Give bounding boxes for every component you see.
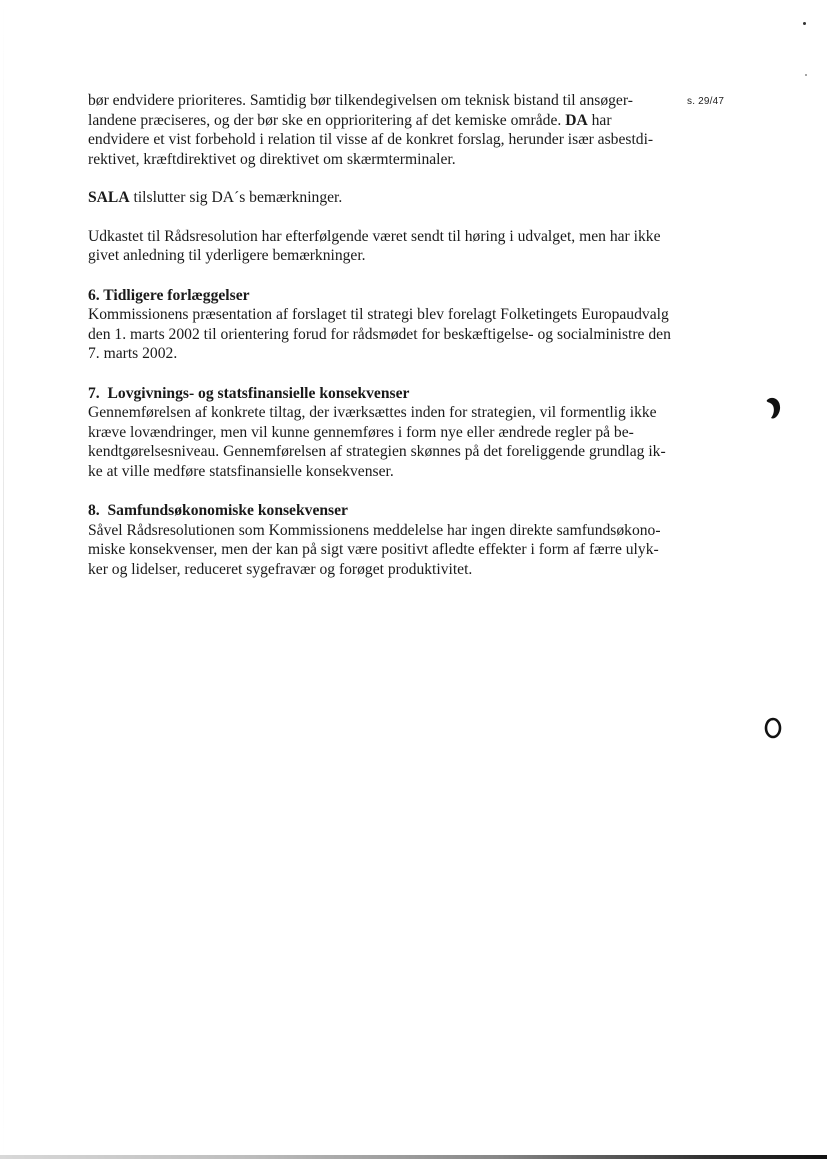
text-line: miske konsekvenser, men der kan på sigt være positivt afledte effekter i form af færre ulyk-	[88, 541, 659, 558]
text-line: Såvel Rådsresolutionen som Kommissionens meddelelse har ingen direkte samfundsøkono-	[88, 521, 661, 539]
text-line: kræve lovændringer, men vil kunne gennemføres i form nye eller ændrede regler på be-	[88, 423, 634, 441]
text-line	[88, 111, 712, 131]
text-line: rektivet, kræftdirektivet og direktivet om skærmterminaler.	[88, 150, 456, 168]
sala-paragraph	[88, 188, 712, 208]
section-heading: 8. Samfundsøkonomiske konsekvenser	[88, 502, 348, 519]
scan-bottom-edge	[0, 1155, 827, 1159]
text-fragment: har	[591, 111, 612, 129]
text-line: givet anledning til yderligere bemærkninger.	[88, 247, 366, 264]
punch-hole-mark	[764, 716, 782, 740]
section-paragraph	[88, 305, 712, 364]
section-6	[88, 286, 712, 364]
section-heading: 7. Lovgivnings- og statsfinansielle konsekvenser	[88, 384, 410, 402]
consultation-paragraph	[88, 227, 712, 266]
text-line	[88, 188, 712, 208]
section-paragraph	[88, 521, 712, 580]
text-line: bør endvidere prioriteres. Samtidig bør tilkendegivelsen om teknisk bistand til ansøger-	[88, 92, 633, 109]
text-line: den 1. marts 2002 til orientering forud for rådsmødet for beskæftigelse- og socialministre den	[88, 325, 671, 343]
text-fragment: landene præciseres, og der bør ske en opprioritering af det kemiske område.	[88, 111, 562, 129]
section-8	[88, 501, 712, 579]
text-fragment: tilslutter sig DA´s bemærkninger.	[133, 189, 343, 206]
section-heading: 6. Tidligere forlæggelser	[88, 286, 250, 304]
scan-edge-mark	[805, 74, 807, 76]
section-paragraph	[88, 403, 712, 481]
page-number: s. 29/47	[687, 96, 725, 107]
scan-edge-line	[3, 0, 4, 1163]
intro-paragraph	[88, 91, 712, 169]
organisation-name: SALA	[88, 189, 130, 206]
text-line: kendtgørelsesniveau. Gennemførelsen af strategien skønnes på det foreliggende grundlag ik-	[88, 443, 666, 460]
text-line: Gennemførelsen af konkrete tiltag, der iværksættes inden for strategien, vil formentlig ikke	[88, 404, 657, 421]
text-line: ker og lidelser, reduceret sygefravær og forøget produktivitet.	[88, 560, 473, 578]
section-7	[88, 384, 712, 482]
text-line: endvidere et vist forbehold i relation til visse af de konkret forslag, herunder især asbestdi-	[88, 131, 654, 148]
scan-dot-mark	[803, 22, 806, 25]
text-line: Udkastet til Rådsresolution har efterfølgende været sendt til høring i udvalget, men har ikke	[88, 227, 661, 245]
document-body	[88, 91, 712, 579]
punch-hole-mark	[764, 396, 782, 420]
text-line: 7. marts 2002.	[88, 345, 178, 362]
text-line: Kommissionens præsentation af forslaget til strategi blev forelagt Folketingets Europaudvalg	[88, 306, 669, 323]
text-line: ke at ville medføre statsfinansielle konsekvenser.	[88, 462, 394, 480]
organisation-name: DA	[565, 111, 588, 129]
